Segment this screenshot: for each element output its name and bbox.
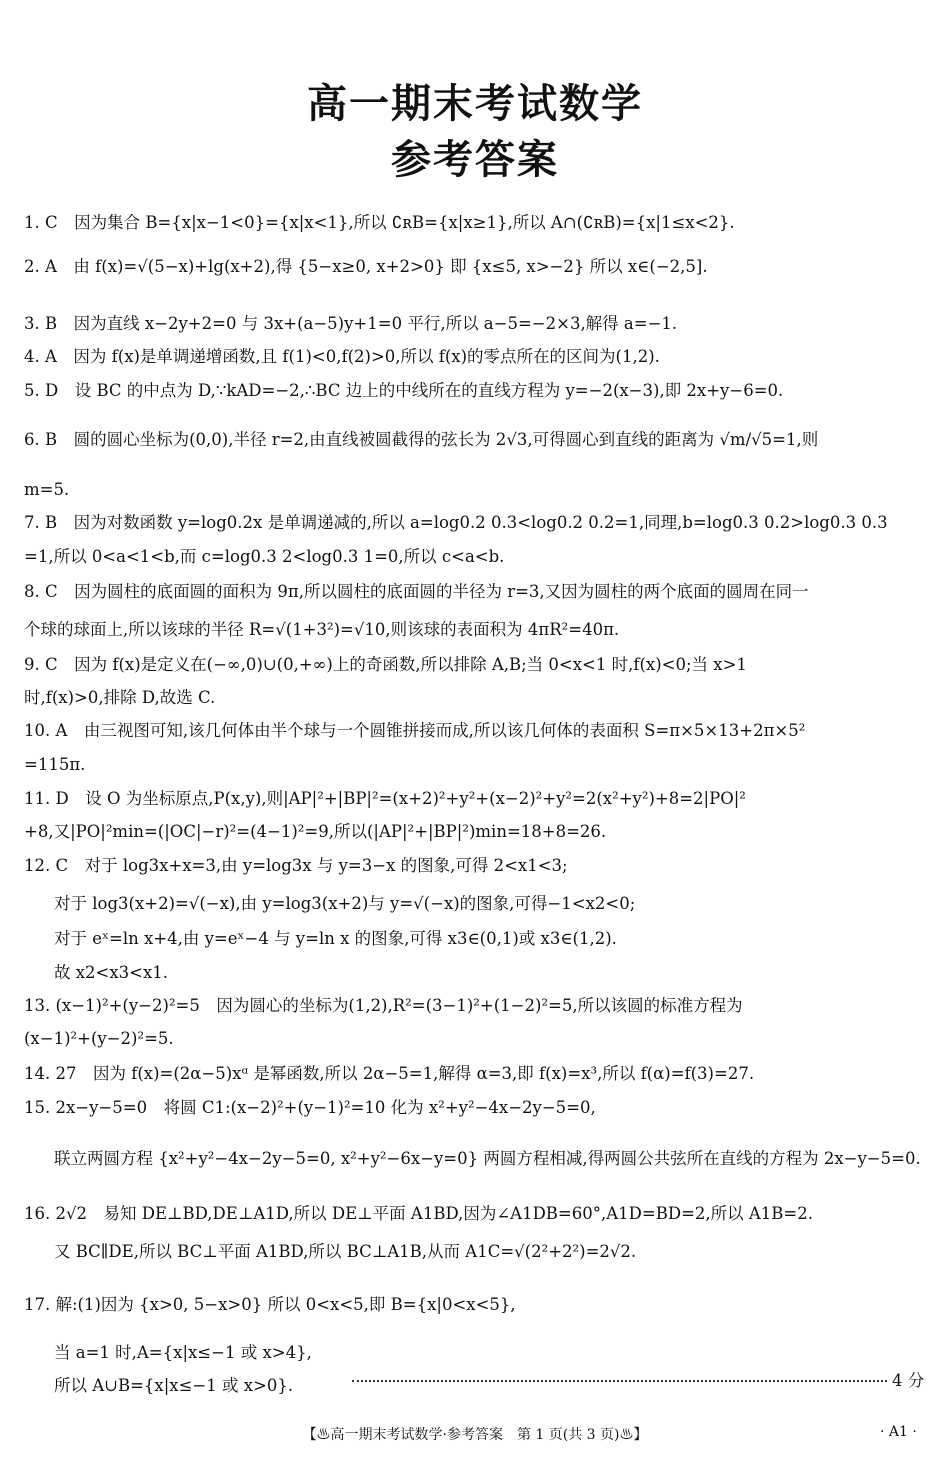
answer-line-12b: 对于 log3(x+2)=√(−x),由 y=log3(x+2)与 y=√(−x)的图象,可得−1<x2<0; [54,894,636,913]
answer-line-10b: =115π. [24,755,86,774]
answer-line-6: 6. B 圆的圆心坐标为(0,0),半径 r=2,由直线被圆截得的弦长为 2√3,可得圆心到直线的距离为 √m/√5=1,则 [24,430,819,449]
answer-line-8b: 个球的球面上,所以该球的半径 R=√(1+3²)=√10,则该球的表面积为 4πR²=40π. [24,620,620,639]
answer-line-17b: 当 a=1 时,A={x|x≤−1 或 x>4}, [54,1343,312,1362]
answer-line-12d: 故 x2<x3<x1. [54,963,169,982]
answer-line-5: 5. D 设 BC 的中点为 D,∵kAD=−2,∴BC 边上的中线所在的直线方程为 y=−2(x−3),即 2x+y−6=0. [24,381,784,400]
answer-line-9: 9. C 因为 f(x)是定义在(−∞,0)∪(0,+∞)上的奇函数,所以排除 A,B;当 0<x<1 时,f(x)<0;当 x>1 [24,655,747,674]
answer-line-13: 13. (x−1)²+(y−2)²=5 因为圆心的坐标为(1,2),R²=(3−1)²+(1−2)²=5,所以该圆的标准方程为 [24,996,743,1015]
answer-line-17c: 所以 A∪B={x|x≤−1 或 x>0}. [54,1376,294,1395]
answer-line-9b: 时,f(x)>0,排除 D,故选 C. [24,688,216,707]
page-footer: 【♨高一期末考试数学·参考答案 第 1 页(共 3 页)♨】 [302,1427,648,1443]
answer-line-8: 8. C 因为圆柱的底面圆的面积为 9π,所以圆柱的底面圆的半径为 r=3,又因为圆柱的两个底面的圆周在同一 [24,582,809,601]
answer-line-16b: 又 BC∥DE,所以 BC⊥平面 A1BD,所以 BC⊥A1B,从而 A1C=√(2²+2²)=2√2. [54,1242,637,1261]
answer-line-7: 7. B 因为对数函数 y=log0.2x 是单调递减的,所以 a=log0.2 0.3<log0.2 0.2=1,同理,b=log0.3 0.2>log0.3 0.3 [24,513,888,532]
page-code: · A1 · [880,1424,917,1440]
answer-line-12c: 对于 eˣ=ln x+4,由 y=eˣ−4 与 y=ln x 的图象,可得 x3∈(0,1)或 x3∈(1,2). [54,929,617,948]
answer-line-14: 14. 27 因为 f(x)=(2α−5)xᵅ 是幂函数,所以 2α−5=1,解得 α=3,即 f(x)=x³,所以 f(α)=f(3)=27. [24,1064,755,1083]
answer-line-2: 2. A 由 f(x)=√(5−x)+lg(x+2),得 {5−x≥0, x+2>0} 即 {x≤5, x>−2} 所以 x∈(−2,5]. [24,257,708,276]
page-subtitle: 参考答案 [391,137,559,183]
answer-line-15b: 联立两圆方程 {x²+y²−4x−2y−5=0, x²+y²−6x−y=0} 两圆方程相减,得两圆公共弦所在直线的方程为 2x−y−5=0. [54,1149,921,1168]
answer-line-12: 12. C 对于 log3x+x=3,由 y=log3x 与 y=3−x 的图象,可得 2<x1<3; [24,856,568,875]
answer-line-13b: (x−1)²+(y−2)²=5. [24,1029,174,1048]
answer-line-3: 3. B 因为直线 x−2y+2=0 与 3x+(a−5)y+1=0 平行,所以 a−5=−2×3,解得 a=−1. [24,314,678,333]
answer-line-7b: =1,所以 0<a<1<b,而 c=log0.3 2<log0.3 1=0,所以 c<a<b. [24,547,505,566]
page-title: 高一期末考试数学 [307,81,643,127]
answer-line-4: 4. A 因为 f(x)是单调递增函数,且 f(1)<0,f(2)>0,所以 f(x)的零点所在的区间为(1,2). [24,347,660,366]
answer-line-10: 10. A 由三视图可知,该几何体由半个球与一个圆锥拼接而成,所以该几何体的表面积 S=π×5×13+2π×5² [24,721,806,740]
answer-line-11b: +8,又|PO|²min=(|OC|−r)²=(4−1)²=9,所以(|AP|²+|BP|²)min=18+8=26. [24,822,607,841]
answer-line-15: 15. 2x−y−5=0 将圆 C1:(x−2)²+(y−1)²=10 化为 x²+y²−4x−2y−5=0, [24,1098,596,1117]
score-leader-dots [352,1378,887,1382]
answer-line-1: 1. C 因为集合 B={x|x−1<0}={x|x<1},所以 ∁ʀB={x|x≥1},所以 A∩(∁ʀB)={x|1≤x<2}. [24,213,735,232]
answer-line-16: 16. 2√2 易知 DE⊥BD,DE⊥A1D,所以 DE⊥平面 A1BD,因为∠A1DB=60°,A1D=BD=2,所以 A1B=2. [24,1204,813,1223]
score-label: 4 分 [892,1371,925,1390]
answer-line-17: 17. 解:(1)因为 {x>0, 5−x>0} 所以 0<x<5,即 B={x|0<x<5}, [24,1295,516,1314]
answer-line-6b: m=5. [24,480,70,499]
answer-line-11: 11. D 设 O 为坐标原点,P(x,y),则|AP|²+|BP|²=(x+2)²+y²+(x−2)²+y²=2(x²+y²)+8=2|PO|² [24,789,746,808]
